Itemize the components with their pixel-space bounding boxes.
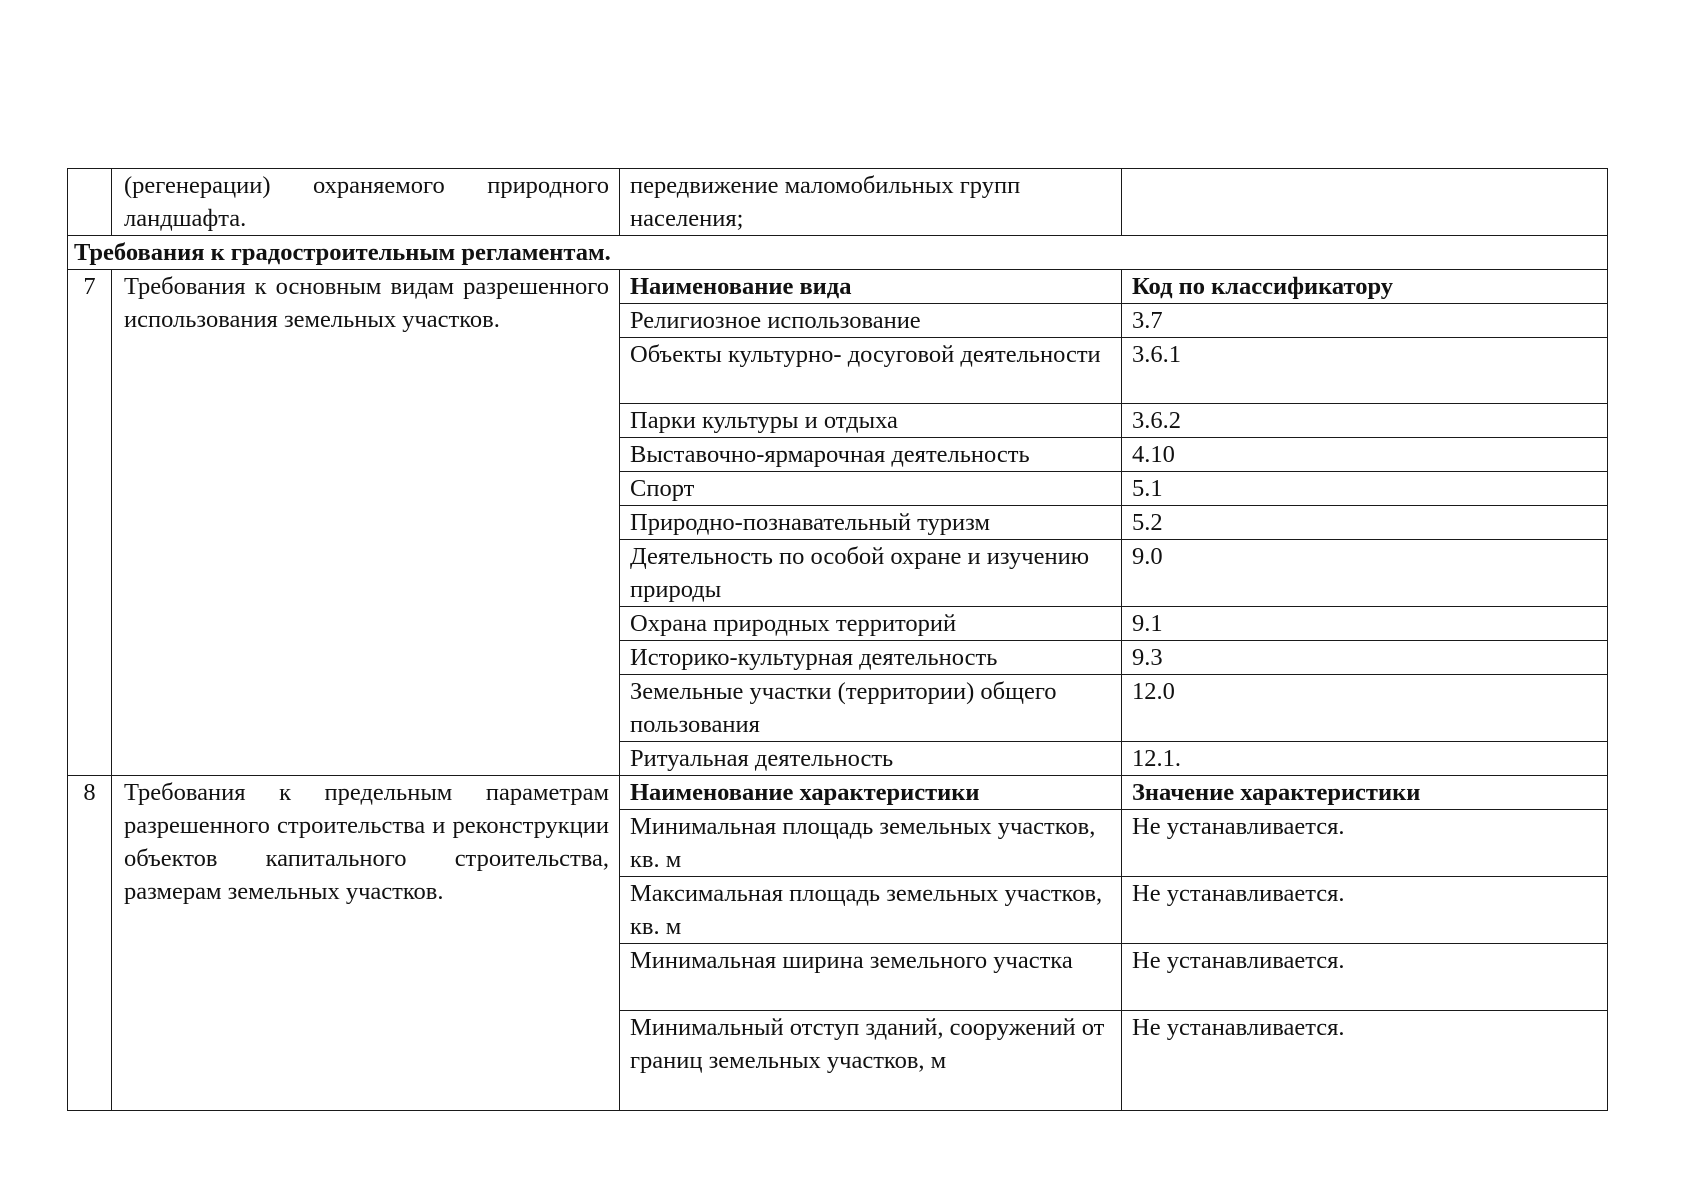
parameter-value: Не устанавливается. — [1122, 1011, 1608, 1111]
use-type-name: Выставочно-ярмарочная деятельность — [620, 438, 1122, 472]
continuation-mid-cell: передвижение маломобильных групп населения; — [620, 169, 1122, 236]
item7-number: 7 — [68, 270, 112, 776]
use-type-code: 9.0 — [1122, 540, 1608, 607]
item7-col-code-header: Код по классификатору — [1122, 270, 1608, 304]
item7-requirement: Требования к основным видам разрешенного использования земельных участков. — [112, 270, 620, 776]
parameter-name: Минимальная ширина земельного участка — [620, 944, 1122, 1011]
parameter-name: Минимальная площадь земельных участков, кв. м — [620, 810, 1122, 877]
parameter-value: Не устанавливается. — [1122, 944, 1608, 1011]
use-type-code: 9.3 — [1122, 641, 1608, 675]
item8-requirement: Требования к предельным параметрам разрешенного строительства и реконструкции объектов капитального строительства, размерам земельных участков. — [112, 776, 620, 1111]
use-type-code: 9.1 — [1122, 607, 1608, 641]
item7-col-name-header: Наименование вида — [620, 270, 1122, 304]
section-title: Требования к градостроительным регламентам. — [68, 236, 1608, 270]
use-type-name: Охрана природных территорий — [620, 607, 1122, 641]
parameter-name: Максимальная площадь земельных участков, кв. м — [620, 877, 1122, 944]
table-row-item7-header — [68, 270, 1608, 304]
table-row-item8-header — [68, 776, 1608, 810]
use-type-name: Спорт — [620, 472, 1122, 506]
use-type-code: 5.2 — [1122, 506, 1608, 540]
use-type-code: 3.7 — [1122, 304, 1608, 338]
use-type-code: 4.10 — [1122, 438, 1608, 472]
continuation-right-cell — [1122, 169, 1608, 236]
use-type-name: Объекты культурно- досуговой деятельности — [620, 338, 1122, 404]
continuation-left-cell: (регенерации) охраняемого природного ландшафта. — [112, 169, 620, 236]
item8-number: 8 — [68, 776, 112, 1111]
parameter-value: Не устанавливается. — [1122, 810, 1608, 877]
use-type-name: Парки культуры и отдыха — [620, 404, 1122, 438]
section-heading-row — [68, 236, 1608, 270]
use-type-name: Ритуальная деятельность — [620, 742, 1122, 776]
use-type-code: 12.0 — [1122, 675, 1608, 742]
parameter-name: Минимальный отступ зданий, сооружений от границ земельных участков, м — [620, 1011, 1122, 1111]
use-type-code: 5.1 — [1122, 472, 1608, 506]
item8-col-name-header: Наименование характеристики — [620, 776, 1122, 810]
use-type-name: Природно-познавательный туризм — [620, 506, 1122, 540]
use-type-name: Историко-культурная деятельность — [620, 641, 1122, 675]
use-type-name: Деятельность по особой охране и изучению природы — [620, 540, 1122, 607]
parameter-value: Не устанавливается. — [1122, 877, 1608, 944]
table-row-continuation — [68, 169, 1608, 236]
use-type-name: Земельные участки (территории) общего пользования — [620, 675, 1122, 742]
regulations-table — [67, 168, 1608, 1111]
use-type-code: 12.1. — [1122, 742, 1608, 776]
use-type-code: 3.6.2 — [1122, 404, 1608, 438]
use-type-code: 3.6.1 — [1122, 338, 1608, 404]
use-type-name: Религиозное использование — [620, 304, 1122, 338]
row-number-cell — [68, 169, 112, 236]
item8-col-value-header: Значение характеристики — [1122, 776, 1608, 810]
